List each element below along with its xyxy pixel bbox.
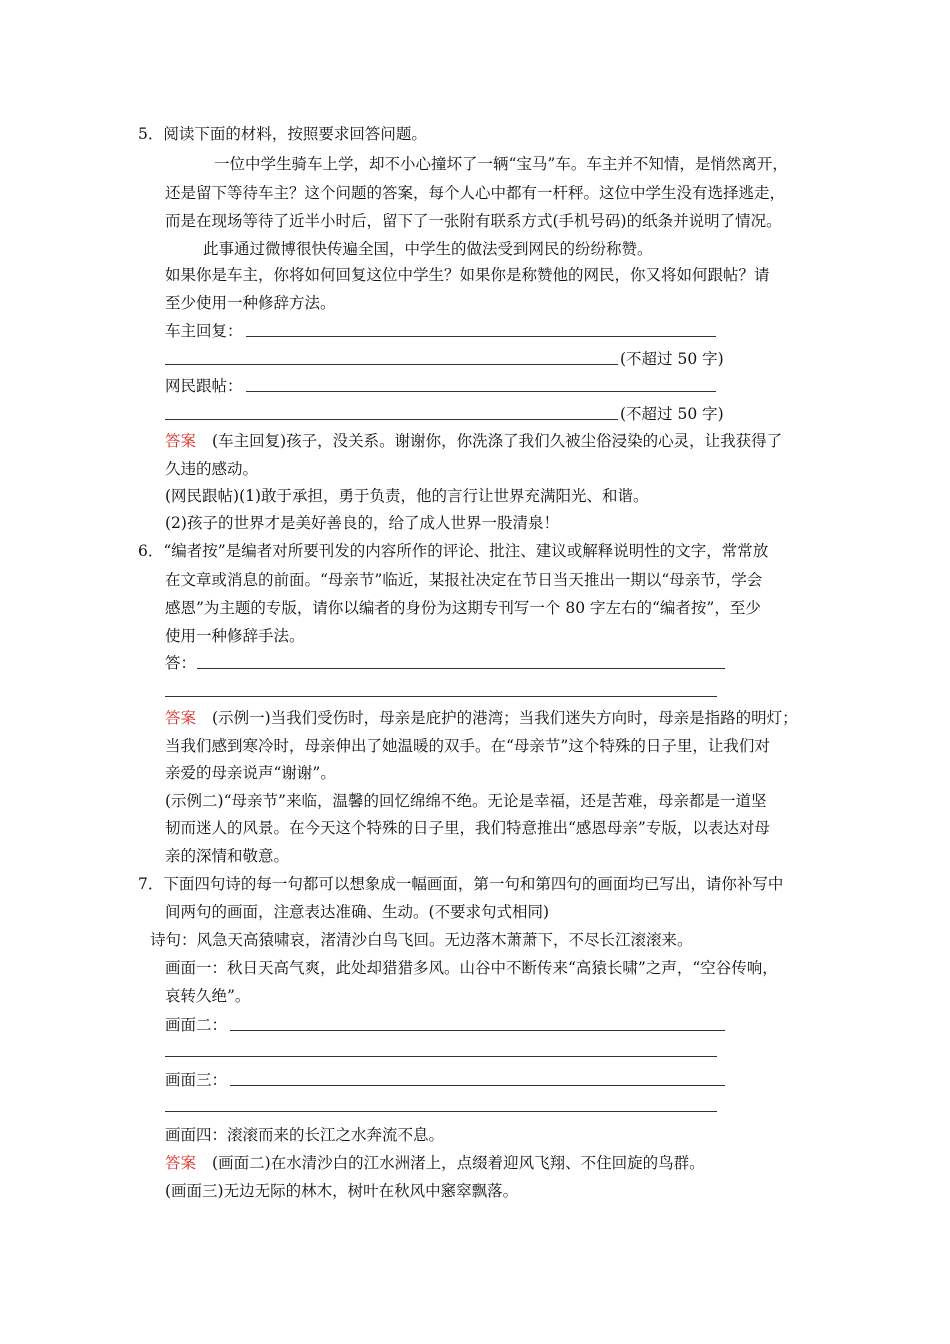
- q6-answer-line: (示例二)“母亲节”来临，温馨的回忆绵绵不绝。无论是幸福，还是苦难，母亲都是一道坚: [165, 792, 767, 810]
- answer-label: 答案: [165, 432, 197, 450]
- q6-prompt-line: 6．“编者按”是编者对所要刊发的内容所作的评论、批注、建议或解释说明性的文字，常常放: [138, 542, 769, 560]
- q6-answer-line: 韧而迷人的风景。在今天这个特殊的日子里，我们特意推出“感恩母亲”专版，以表达对母: [165, 819, 770, 837]
- q6-prompt-line: 在文章或消息的前面。“母亲节”临近，某报社决定在节日当天推出一期以“母亲节，学会: [165, 571, 763, 589]
- q5-task-line: 如果你是车主，你将如何回复这位中学生？如果你是称赞他的网民，你又将如何跟帖？请: [165, 266, 770, 284]
- q7-scene3-label: 画面三：: [165, 1071, 228, 1089]
- q7-answer-line: (画面三)无边无际的林木，树叶在秋风中窸窣飘落。: [165, 1182, 519, 1200]
- q5-material-line: 而是在现场等待了近半小时后，留下了一张附有联系方式(手机号码)的纸条并说明了情况。: [165, 212, 782, 230]
- q7-prompt-line: 间两句的画面，注意表达准确、生动。(不要求句式相同): [165, 903, 550, 921]
- q6-answer-line: 亲爱的母亲说声“谢谢”。: [165, 764, 336, 782]
- q5-material-line: 一位中学生骑车上学，却不小心撞坏了一辆“宝马”车。车主并不知情，是悄然离开，: [214, 155, 788, 173]
- q7-scene2-blank: [165, 1056, 717, 1057]
- answer-label: 答案: [165, 709, 197, 727]
- q7-answer-line: 答案 (画面二)在水清沙白的江水洲渚上，点缀着迎风飞翔、不住回旋的鸟群。: [165, 1154, 705, 1172]
- q7-scene2-label: 画面二：: [165, 1016, 228, 1034]
- q6-answer-line: 当我们感到寒冷时，母亲伸出了她温暖的双手。在“母亲节”这个特殊的日子里，让我们对: [165, 737, 770, 755]
- netizen-post-label: 网民跟帖：: [165, 377, 243, 395]
- q5-prompt: 5．阅读下面的材料，按照要求回答问题。: [138, 125, 427, 143]
- q6-answer-line: 亲的深情和敬意。: [165, 847, 290, 865]
- q5-answer-line: 久违的感动。: [165, 460, 259, 478]
- q7-prompt-line: 7．下面四句诗的每一句都可以想象成一幅画面，第一句和第四句的画面均已写出，请你补写中: [138, 875, 784, 893]
- owner-reply-blank: [246, 336, 716, 337]
- owner-reply-label: 车主回复：: [165, 322, 243, 340]
- q7-scene1-line: 哀转久绝”。: [165, 987, 251, 1005]
- q6-answer-line: 答案 (示例一)当我们受伤时，母亲是庇护的港湾；当我们迷失方向时，母亲是指路的明灯；: [165, 709, 798, 727]
- q7-scene1-line: 画面一：秋日天高气爽，此处却猎猎多风。山谷中不断传来“高猿长啸”之声，“空谷传响，: [165, 959, 778, 977]
- word-limit-note: (不超过 50 字): [620, 405, 724, 423]
- q5-answer-line: (2)孩子的世界才是美好善良的，给了成人世界一股清泉！: [165, 514, 559, 532]
- owner-reply-blank: [165, 364, 618, 365]
- q5-material-line: 此事通过微博很快传遍全国，中学生的做法受到网民的纷纷称赞。: [203, 240, 653, 258]
- answer-label: 答案: [165, 1154, 197, 1172]
- q5-answer-line: (网民跟帖)(1)敢于承担，勇于负责，他的言行让世界充满阳光、和谐。: [165, 487, 649, 505]
- q7-scene4: 画面四：滚滚而来的长江之水奔流不息。: [165, 1126, 445, 1144]
- q7-scene3-blank: [230, 1085, 725, 1086]
- q7-scene2-blank: [230, 1030, 725, 1031]
- q6-answer-blank: [165, 696, 717, 697]
- netizen-post-blank: [246, 391, 716, 392]
- q6-prompt-line: 感恩”为主题的专版，请你以编者的身份为这期专刊写一个 80 字左右的“编者按”，至少: [165, 599, 761, 617]
- q5-task-line: 至少使用一种修辞方法。: [165, 294, 336, 312]
- q6-answer-blank: [197, 668, 725, 669]
- q7-poem: 诗句：风急天高猿啸哀，渚清沙白鸟飞回。无边落木萧萧下，不尽长江滚滚来。: [150, 931, 693, 949]
- q5-material-line: 还是留下等待车主？这个问题的答案，每个人心中都有一杆秤。这位中学生没有选择逃走，: [165, 184, 786, 202]
- q6-prompt-line: 使用一种修辞手法。: [165, 627, 305, 645]
- q7-scene3-blank: [165, 1111, 717, 1112]
- q6-answer-label: 答：: [165, 654, 197, 672]
- netizen-post-blank: [165, 419, 618, 420]
- word-limit-note: (不超过 50 字): [620, 350, 724, 368]
- q5-answer-line: 答案 (车主回复)孩子，没关系。谢谢你，你洗涤了我们久被尘俗浸染的心灵，让我获得了: [165, 432, 783, 450]
